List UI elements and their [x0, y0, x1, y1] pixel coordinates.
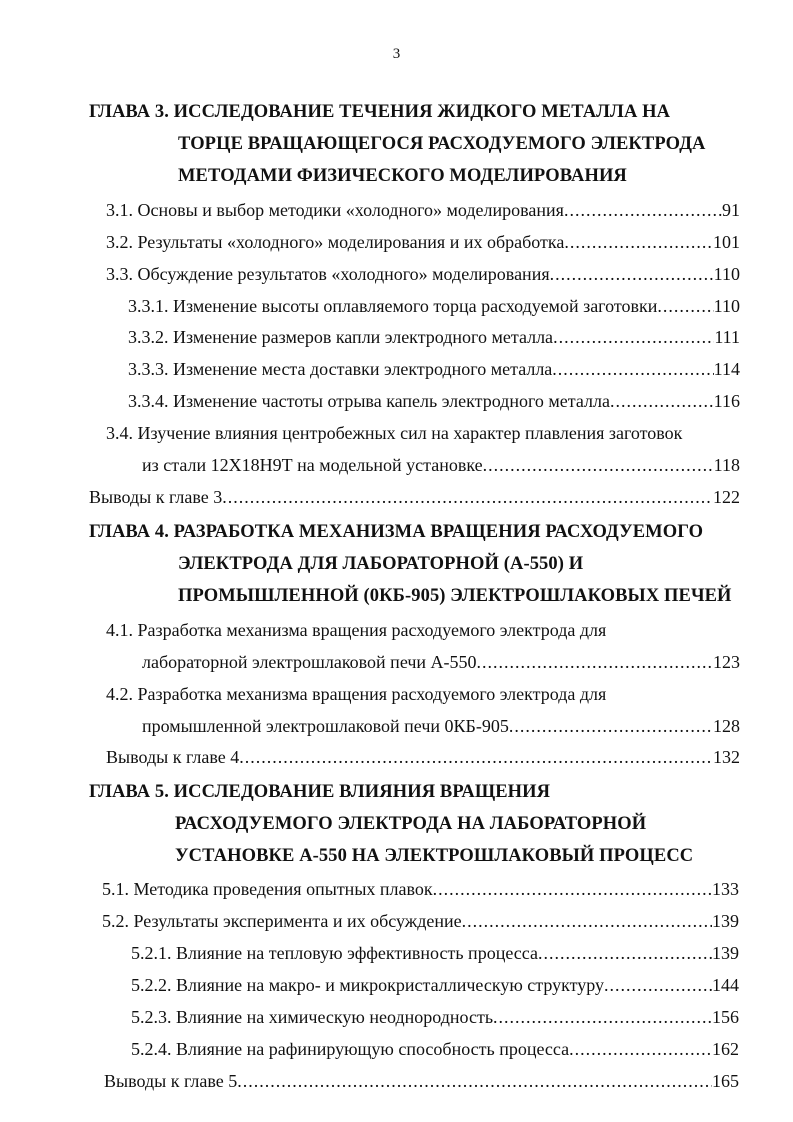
toc-entry-page: 111	[714, 327, 740, 347]
toc-entry-3-4[interactable]	[142, 454, 740, 476]
toc-entry-title: 5.2.4. Влияние на рафинирующую способность процесса	[131, 1039, 570, 1059]
toc-entry-title: 3.3. Обсуждение результатов «холодного» моделирования	[106, 264, 550, 284]
toc-entry-page: 123	[713, 652, 740, 672]
toc-entry-title: 3.2. Результаты «холодного» моделирования и их обработка	[106, 232, 565, 252]
toc-entry-page: 162	[712, 1039, 739, 1059]
toc-entry-3-1[interactable]	[106, 199, 740, 221]
toc-entry-5-2-2[interactable]	[131, 974, 739, 996]
toc-entry-3-4-title[interactable]: 3.4. Изучение влияния центробежных сил на характер плавления заготовок	[106, 423, 683, 443]
toc-entry-page: 91	[722, 200, 740, 220]
chapter-4-heading-line-3: ПРОМЫШЛЕННОЙ (0КБ-905) ЭЛЕКТРОШЛАКОВЫХ ПЕЧЕЙ	[178, 586, 732, 606]
toc-entry-title: 3.3.3. Изменение места доставки электродного металла	[128, 359, 553, 379]
chapter-5-heading-line-1: ГЛАВА 5. ИССЛЕДОВАНИЕ ВЛИЯНИЯ ВРАЩЕНИЯ	[89, 782, 551, 802]
toc-entry-page: 101	[713, 232, 740, 252]
toc-entry-page: 122	[713, 487, 740, 507]
toc-entry-title: 5.2. Результаты эксперимента и их обсуждение	[102, 911, 462, 931]
toc-entry-conclusions-5[interactable]	[104, 1070, 739, 1092]
toc-entry-5-2-3[interactable]	[131, 1006, 739, 1028]
toc-entry-3-3[interactable]	[106, 263, 740, 285]
toc-entry-title-cont: промышленной электрошлаковой печи 0КБ-905	[142, 716, 509, 736]
toc-entry-3-3-3[interactable]	[128, 358, 740, 380]
toc-entry-page: 116	[713, 391, 740, 411]
chapter-3-heading-line-3: МЕТОДАМИ ФИЗИЧЕСКОГО МОДЕЛИРОВАНИЯ	[178, 166, 627, 186]
toc-entry-page: 144	[712, 975, 739, 995]
toc-entry-4-2[interactable]	[142, 715, 740, 737]
toc-entry-3-3-2[interactable]	[128, 326, 740, 348]
toc-entry-page: 132	[713, 747, 740, 767]
toc-entry-title-cont: из стали 12Х18Н9Т на модельной установке	[142, 455, 483, 475]
toc-entry-title: 3.3.4. Изменение частоты отрыва капель электродного металла	[128, 391, 610, 411]
chapter-3-heading-line-1: ГЛАВА 3. ИССЛЕДОВАНИЕ ТЕЧЕНИЯ ЖИДКОГО МЕТАЛЛА НА	[89, 102, 671, 122]
toc-entry-title: Выводы к главе 5	[104, 1071, 238, 1091]
toc-entry-4-1-title[interactable]: 4.1. Разработка механизма вращения расходуемого электрода для	[106, 620, 607, 640]
toc-entry-page: 139	[712, 943, 739, 963]
page-number: 3	[392, 46, 401, 62]
toc-entry-title: 5.2.2. Влияние на макро- и микрокристаллическую структуру	[131, 975, 605, 995]
toc-entry-title-cont: лабораторной электрошлаковой печи А-550	[142, 652, 477, 672]
toc-entry-page: 165	[712, 1071, 739, 1091]
toc-entry-4-2-title[interactable]: 4.2. Разработка механизма вращения расходуемого электрода для	[106, 684, 607, 704]
toc-entry-title: 3.3.2. Изменение размеров капли электродного металла	[128, 327, 554, 347]
toc-entry-3-3-1[interactable]	[128, 295, 740, 317]
toc-entry-3-2[interactable]	[106, 231, 740, 253]
toc-entry-page: 118	[713, 455, 740, 475]
toc-entry-page: 133	[712, 879, 739, 899]
toc-entry-page: 156	[712, 1007, 739, 1027]
toc-entry-page: 114	[713, 359, 740, 379]
toc-entry-conclusions-3[interactable]	[89, 486, 740, 508]
toc-entry-title: 3.1. Основы и выбор методики «холодного» моделирования	[106, 200, 564, 220]
chapter-5-heading-line-3: УСТАНОВКЕ А-550 НА ЭЛЕКТРОШЛАКОВЫЙ ПРОЦЕСС	[175, 846, 694, 866]
toc-entry-5-2[interactable]	[102, 910, 739, 932]
toc-entry-title: 5.1. Методика проведения опытных плавок	[102, 879, 433, 899]
toc-entry-title: Выводы к главе 3	[89, 487, 223, 507]
chapter-4-heading-line-2: ЭЛЕКТРОДА ДЛЯ ЛАБОРАТОРНОЙ (А-550) И	[178, 554, 584, 574]
chapter-5-heading-line-2: РАСХОДУЕМОГО ЭЛЕКТРОДА НА ЛАБОРАТОРНОЙ	[175, 814, 647, 834]
toc-entry-3-3-4[interactable]	[128, 390, 740, 412]
toc-entry-page: 110	[713, 296, 740, 316]
toc-entry-title: 3.3.1. Изменение высоты оплавляемого торца расходуемой заготовки	[128, 296, 658, 316]
toc-entry-5-1[interactable]	[102, 878, 739, 900]
toc-entry-page: 110	[713, 264, 740, 284]
toc-entry-page: 128	[713, 716, 740, 736]
toc-entry-title: Выводы к главе 4	[106, 747, 240, 767]
toc-entry-conclusions-4[interactable]	[106, 746, 740, 768]
toc-entry-5-2-4[interactable]	[131, 1038, 739, 1060]
chapter-4-heading-line-1: ГЛАВА 4. РАЗРАБОТКА МЕХАНИЗМА ВРАЩЕНИЯ РАСХОДУЕМОГО	[89, 522, 704, 542]
toc-entry-title: 5.2.1. Влияние на тепловую эффективность процесса	[131, 943, 538, 963]
toc-entry-page: 139	[712, 911, 739, 931]
chapter-3-heading-line-2: ТОРЦЕ ВРАЩАЮЩЕГОСЯ РАСХОДУЕМОГО ЭЛЕКТРОДА	[178, 134, 706, 154]
toc-entry-4-1[interactable]	[142, 651, 740, 673]
toc-entry-5-2-1[interactable]	[131, 942, 739, 964]
toc-entry-title: 5.2.3. Влияние на химическую неоднородность	[131, 1007, 494, 1027]
